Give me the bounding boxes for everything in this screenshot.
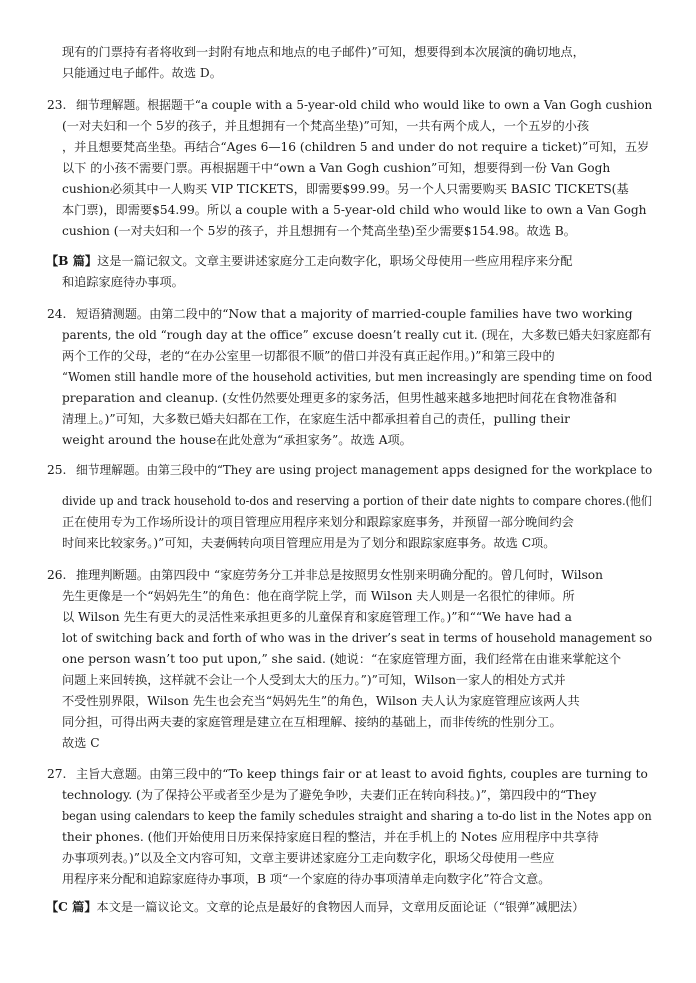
- question-number: 23.: [47, 98, 67, 112]
- question-number: 26.: [47, 568, 67, 582]
- text-line: 推理判断题。由第四段中 “家庭劳务分工并非总是按照男女性别来明确分配的。曾几何时，Wilson: [76, 568, 603, 582]
- text-line: 本文是一篇议论文。文章的论点是最好的食物因人而异，文章用反面论证（“银弹”减肥法）: [96, 900, 585, 914]
- text-line: 主旨大意题。由第三段中的“To keep things fair or at least to avoid fights, couples are turning to: [76, 767, 648, 781]
- text-line: 细节理解题。根据题干“a couple with a 5-year-old child who would like to own a Van Gogh cushion: [76, 98, 653, 112]
- text-line: 现有的门票持有者将收到一封附有地点和地点的电子邮件)”可知，想要得到本次展演的确切地点，: [62, 45, 585, 59]
- text-line: 先生更像是一个“妈妈先生”的角色：他在商学院上学，而 Wilson 夫人则是一名很忙的律师。所: [62, 589, 575, 603]
- text-line: 两个工作的父母，老的“在办公室里一切都很不顺”的借口并没有真正起作用。)”和第三段中的: [62, 349, 555, 363]
- text-line: cushion (一对夫妇和一个 5岁的孩子，并且想拥有一个梵高坐垫)至少需要$154.98。故选 B。: [62, 224, 576, 238]
- text-line: 以 Wilson 先生有更大的灵活性来承担更多的儿童保育和家庭管理工作。)”和““We have had a: [62, 610, 572, 624]
- text-line: began using calendars to keep the family schedules straight and sharing a to-do list in the Notes app on: [62, 809, 652, 823]
- text-line: (一对夫妇和一个 5岁的孩子，并且想拥有一个梵高坐垫)”可知，一共有两个成人，一个五岁的小孩: [62, 119, 590, 133]
- text-line: 以下 的小孩不需要门票。再根据题干中“own a Van Gogh cushion”可知，想要得到一份 Van Gogh: [62, 161, 611, 175]
- text-line: ，并且想要梵高坐垫。再结合“Ages 6—16 (children 5 and under do not require a ticket)”可知，五岁: [62, 140, 650, 154]
- text-line: 和追踪家庭待办事项。: [62, 275, 184, 289]
- text-line: 故选 C: [62, 736, 100, 750]
- text-line: 不受性别界限，Wilson 先生也会充当“妈妈先生”的角色，Wilson 夫人认为家庭管理应该两人共: [62, 694, 580, 708]
- text-line: cushion必须其中一人购买 VIP TICKETS，即需要$99.99。另一个人只需要购买 BASIC TICKETS(基: [62, 182, 629, 196]
- text-line: 正在使用专为工作场所设计的项目管理应用程序来划分和跟踪家庭事务，并预留一部分晚间约会: [62, 515, 574, 529]
- passage-b-heading-line: [46, 253, 572, 269]
- text-line: their phones. (他们开始使用日历来保持家庭日程的整洁，并在手机上的 Notes 应用程序中共享待: [62, 830, 599, 844]
- text-line: 这是一篇记叙文。文章主要讲述家庭分工走向数字化，职场父母使用一些应用程序来分配: [97, 254, 573, 268]
- text-line: preparation and cleanup. (女性仍然要处理更多的家务活，但男性越来越多地把时间花在食物准备和: [62, 391, 617, 405]
- text-line: “Women still handle more of the household activities, but men increasingly are spending time on food: [62, 370, 653, 384]
- text-line: technology. (为了保持公平或者至少是为了避免争吵，夫妻们正在转向科技。)”，第四段中的“They: [62, 788, 597, 802]
- question-number: 27.: [47, 767, 67, 781]
- text-line: 短语猜测题。由第二段中的“Now that a majority of married-couple families have two working: [76, 307, 633, 321]
- text-line: parents, the old “rough day at the office” excuse doesn’t really cut it. (现在，大多数已婚夫妇家庭都有: [62, 328, 652, 342]
- text-line: one person wasn’t too put upon,” she said. (她说：“在家庭管理方面，我们经常在由谁来掌舵这个: [62, 652, 622, 666]
- section-label: 【B 篇】: [46, 254, 98, 268]
- text-line: 时间来比较家务。)”可知，夫妻俩转向项目管理应用是为了划分和跟踪家庭事务。故选 C项。: [62, 536, 556, 550]
- text-line: lot of switching back and forth of who was in the driver’s seat in terms of household management so: [62, 631, 653, 645]
- text-line: 同分担，可得出两夫妻的家庭管理是建立在互相理解、接纳的基础上，而非传统的性别分工。: [62, 715, 562, 729]
- text-line: divide up and track household to-dos and reserving a portion of their date nights to compare chores.(他们: [62, 494, 652, 508]
- text-line: 只能通过电子邮件。故选 D。: [62, 66, 222, 80]
- text-line: 细节理解题。由第三段中的“They are using project management apps designed for the workplace to: [76, 463, 653, 477]
- text-line: 用程序来分配和追踪家庭待办事项，B 项“一个家庭的待办事项清单走向数字化”符合文意。: [62, 872, 551, 886]
- passage-c-heading-line: [46, 899, 584, 915]
- text-line: 清理上。)”可知，大多数已婚夫妇都在工作，在家庭生活中都承担着自己的责任，pulling their: [62, 412, 571, 426]
- question-number: 25.: [47, 463, 67, 477]
- text-line: 问题上来回转换，这样就不会让一个人受到太大的压力。”)”可知，Wilson一家人的相处方式并: [62, 673, 566, 687]
- text-line: 办事项列表。)”以及全文内容可知，文章主要讲述家庭分工走向数字化，职场父母使用一些应: [62, 851, 555, 865]
- text-line: weight around the house在此处意为“承担家务”。故选 A项。: [62, 433, 412, 447]
- text-line: 本门票)，即需要$54.99。所以 a couple with a 5-year-old child who would like to own a Van Gogh: [62, 203, 647, 217]
- question-number: 24.: [47, 307, 67, 321]
- section-label: 【C 篇】: [46, 900, 97, 914]
